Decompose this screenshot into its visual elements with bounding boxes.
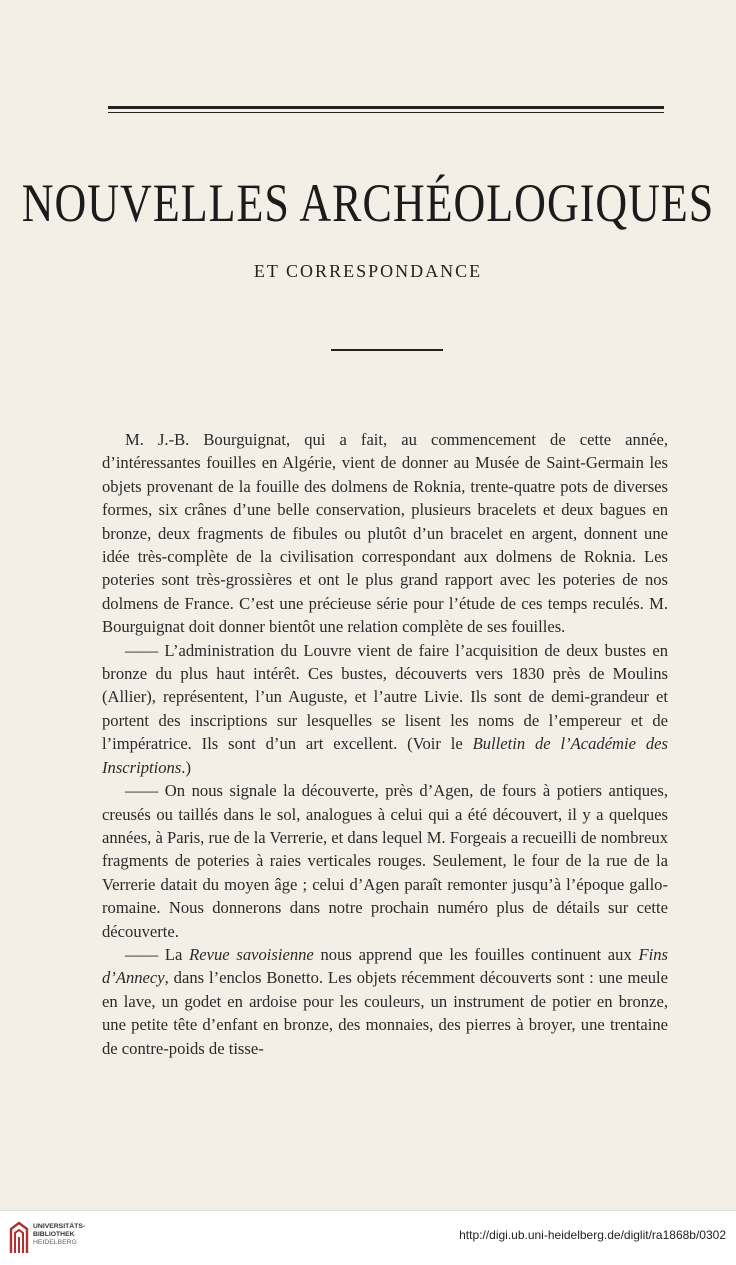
library-name-line1: UNIVERSITÄTS- xyxy=(33,1223,86,1230)
paragraph-louvre-end: .) xyxy=(181,757,191,777)
paragraph-annecy xyxy=(102,943,668,1060)
header-double-rule xyxy=(108,106,664,113)
paragraph-louvre xyxy=(102,639,668,779)
article-body xyxy=(102,428,668,1060)
paragraph-annecy-mid: nous apprend que les fouilles continuent aux xyxy=(313,944,639,964)
revue-savoisienne: Revue savoisienne xyxy=(189,944,314,964)
page-title: NOUVELLES ARCHÉOLOGIQUES xyxy=(21,173,715,233)
viewer-footer xyxy=(0,1210,736,1265)
library-name-line2: BIBLIOTHEK xyxy=(33,1231,75,1238)
fins-annecy: Fins d’Annecy xyxy=(102,944,668,988)
paragraph-annecy-start: —— La xyxy=(125,944,190,964)
paragraph-louvre-text: —— L’administration du Louvre vient de faire l’acquisition de deux bustes en bronze du plus haut intérêt. Ces bustes, découverts vers 1830 près de Moulins (Allier), représentent, l’un Auguste, et l’autre Livie. Ils sont de demi-grandeur et portent des inscriptions sur lesquelles se lisent les noms de l’empereur et de l’impératrice. Ils sont d’un art excellent. (Voir le xyxy=(102,640,668,754)
permalink-url[interactable]: http://digi.ub.uni-heidelberg.de/diglit/ra1868b/0302 xyxy=(459,1228,726,1242)
paragraph-bourguignat: M. J.-B. Bourguignat, qui a fait, au commencement de cette année, d’intéressantes fouilles en Algérie, vient de donner au Musée de Saint-Germain les objets provenant de la fouille des dolmens de Roknia, trente-quatre pots de diverses formes, six crânes d’une belle conservation, plusieurs bracelets et deux bagues en bronze, deux fragments de fibules ou plutôt d’un bracelet en argent, donnent une idée très-complète de la civilisation correspondant aux dolmens de Roknia. Les poteries sont très-grossières et ont le plus grand rapport avec les poteries de nos dolmens de France. C’est une précieuse série pour l’étude de ces temps reculés. M. Bourguignat doit donner bientôt une relation complète de ses fouilles. xyxy=(102,430,668,637)
bulletin-reference: Bulletin de l’Académie des Inscriptions xyxy=(102,734,668,777)
library-name-line3: HEIDELBERG xyxy=(33,1239,77,1246)
paragraph-agen: —— On nous signale la découverte, près d’Agen, de fours à potiers antiques, creusés ou taillés dans le sol, analogues à celui qui a été découvert, il y a quelques années, à Paris, rue de la Verrerie, et dans lequel M. Forgeais a recueilli de nombreux fragments de poteries à raies verticales rouges. Seulement, le four de la rue de la Verrerie datait du moyen âge ; celui d’Agen paraît remonter jusqu’à l’époque gallo-romaine. Nous donnerons dans notre prochain numéro plus de détails sur cette découverte. xyxy=(102,781,668,941)
paragraph-annecy-rest: , dans l’enclos Bonetto. Les objets récemment découverts sont : une meule en lave, un godet en ardoise pour les couleurs, un instrument de potier en bronze, une petite tête d’enfant en bronze, des monnaies, des pierres à broyer, une trentaine de contre-poids de tisse- xyxy=(102,968,668,1058)
library-name[interactable] xyxy=(33,1223,85,1247)
university-logo-icon[interactable] xyxy=(9,1221,29,1255)
page-subtitle: ET CORRESPONDANCE xyxy=(253,261,483,281)
title-separator-rule xyxy=(331,349,443,351)
